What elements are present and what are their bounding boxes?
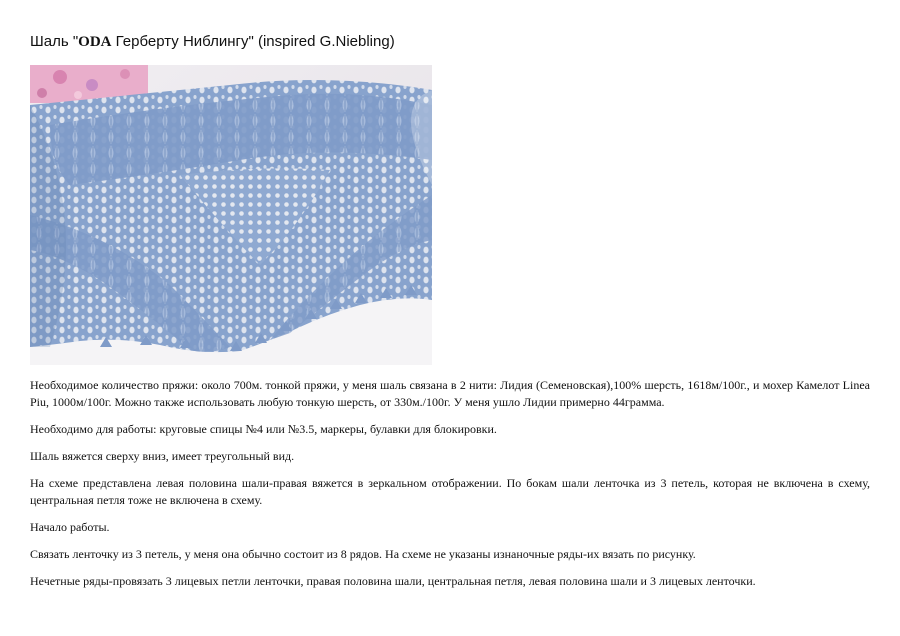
title-emphasis: ODA — [78, 34, 112, 50]
paragraph-yarn: Необходимое количество пряжи: около 700м. тонкой пряжи, у меня шаль связана в 2 нити: Лидия (Семеновская),100% шерсть, 1618м/100г., и мохер Камелот Linea Piu, 1000м/100г. Можно также использовать любую тонкую шерсть, от 330м./100г. У меня ушло Лидии примерно 44грамма. — [30, 378, 870, 409]
title-prefix: Шаль " — [30, 33, 79, 50]
shawl-photo — [30, 65, 432, 365]
document-body — [30, 377, 870, 600]
paragraph-tools: Необходимо для работы: круговые спицы №4 или №3.5, маркеры, булавки для блокировки. — [30, 422, 497, 436]
title-suffix: Герберту Ниблингу" (inspired G.Niebling) — [111, 33, 395, 50]
paragraph-chart-note: На схеме представлена левая половина шали-правая вяжется в зеркальном отображении. По бокам шали ленточка из 3 петель, которая не включена в схему, центральная петля тоже не включена в схему. — [30, 476, 870, 507]
paragraph-shape: Шаль вяжется сверху вниз, имеет треугольный вид. — [30, 449, 295, 463]
paragraph-odd-rows: Нечетные ряды-провязать 3 лицевых петли ленточки, правая половина шали, центральная петля, левая половина шали и 3 лицевых ленточки. — [30, 574, 756, 588]
page-title — [30, 33, 395, 51]
paragraph-start: Начало работы. — [30, 520, 110, 534]
paragraph-ribbon: Связать ленточку из 3 петель, у меня она обычно состоит из 8 рядов. На схеме не указаны изнаночные ряды-их вязать по рисунку. — [30, 547, 696, 561]
